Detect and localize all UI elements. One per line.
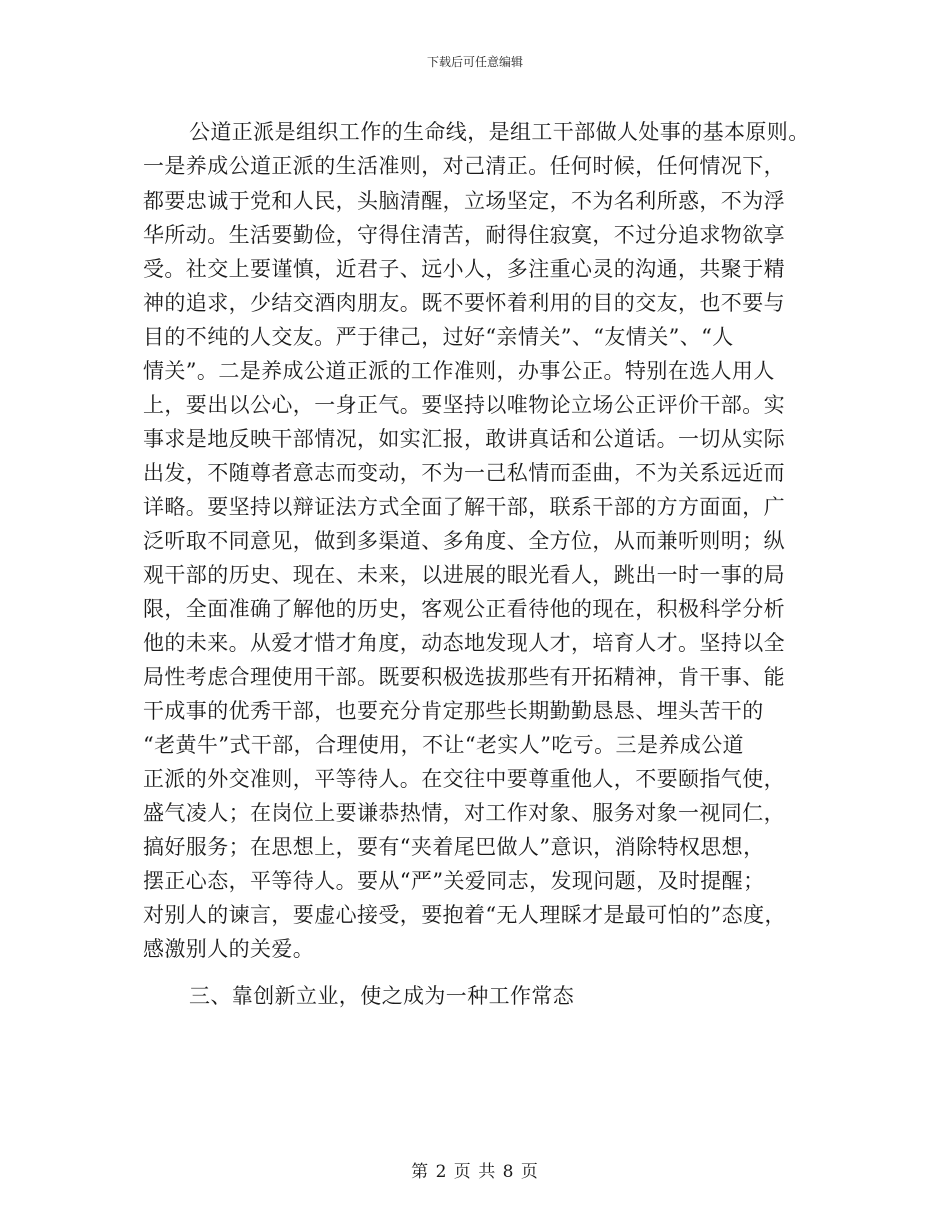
text-line: 出发，不随尊者意志而变动，不为一己私情而歪曲，不为关系远近而 [143,461,785,485]
text-line: 一是养成公道正派的生活准则，对己清正。任何时候，任何情况下， [143,154,785,178]
text-line: 都要忠诚于党和人民，头脑清醒，立场坚定，不为名利所惑，不为浮 [143,189,785,213]
text-line: 目的不纯的人交友。严于律己，过好“亲情关”、“友情关”、“人 [143,325,734,349]
text-line: “老黄牛”式干部，合理使用，不让“老实人”吃亏。三是养成公道 [143,733,744,757]
text-line: 上，要出以公心，一身正气。要坚持以唯物论立场公正评价干部。实 [143,393,785,417]
text-line: 干成事的优秀干部，也要充分肯定那些长期勤勤恳恳、埋头苦干的 [143,699,764,723]
text-line: 神的追求，少结交酒肉朋友。既不要怀着利用的目的交友，也不要与 [143,291,785,315]
text-line: 受。社交上要谨慎，近君子、远小人，多注重心灵的沟通，共聚于精 [143,257,785,281]
text-line: 搞好服务；在思想上，要有“夹着尾巴做人”意识，消除特权思想， [143,835,765,859]
page-footer: 第 2 页 共 8 页 [411,1162,539,1182]
text-line: 事求是地反映干部情况，如实汇报，敢讲真话和公道话。一切从实际 [143,427,785,451]
text-line: 限，全面准确了解他的历史，客观公正看待他的现在，积极科学分析 [143,597,785,621]
text-line: 对别人的谏言，要虚心接受，要抱着“无人理睬才是最可怕的”态度， [143,903,786,927]
text-line: 情关”。二是养成公道正派的工作准则，办事公正。特别在选人用人 [143,359,775,383]
text-line: 华所动。生活要勤俭，守得住清苦，耐得住寂寞，不过分追求物欲享 [143,223,785,247]
text-line: 他的未来。从爱才惜才角度，动态地发现人才，培育人才。坚持以全 [143,631,785,655]
text-line: 摆正心态，平等待人。要从“严”关爱同志，发现问题，及时提醒； [143,869,765,893]
section-heading: 三、靠创新立业，使之成为一种工作常态 [189,984,575,1008]
text-line: 泛听取不同意见，做到多渠道、多角度、全方位，从而兼听则明；纵 [143,529,785,553]
text-line: 观干部的历史、现在、未来，以进展的眼光看人，跳出一时一事的局 [143,563,785,587]
text-line: 感激别人的关爱。 [143,937,315,961]
text-line: 详略。要坚持以辩证法方式全面了解干部，联系干部的方方面面，广 [143,495,785,519]
text-line: 正派的外交准则，平等待人。在交往中要尊重他人，不要颐指气使， [143,767,785,791]
text-line: 局性考虑合理使用干部。既要积极选拔那些有开拓精神，肯干事、能 [143,665,785,689]
text-line: 公道正派是组织工作的生命线，是组工干部做人处事的基本原则。 [189,120,810,144]
page-header: 下载后可任意编辑 [426,55,523,69]
text-line: 盛气凌人；在岗位上要谦恭热情，对工作对象、服务对象一视同仁， [143,801,785,825]
